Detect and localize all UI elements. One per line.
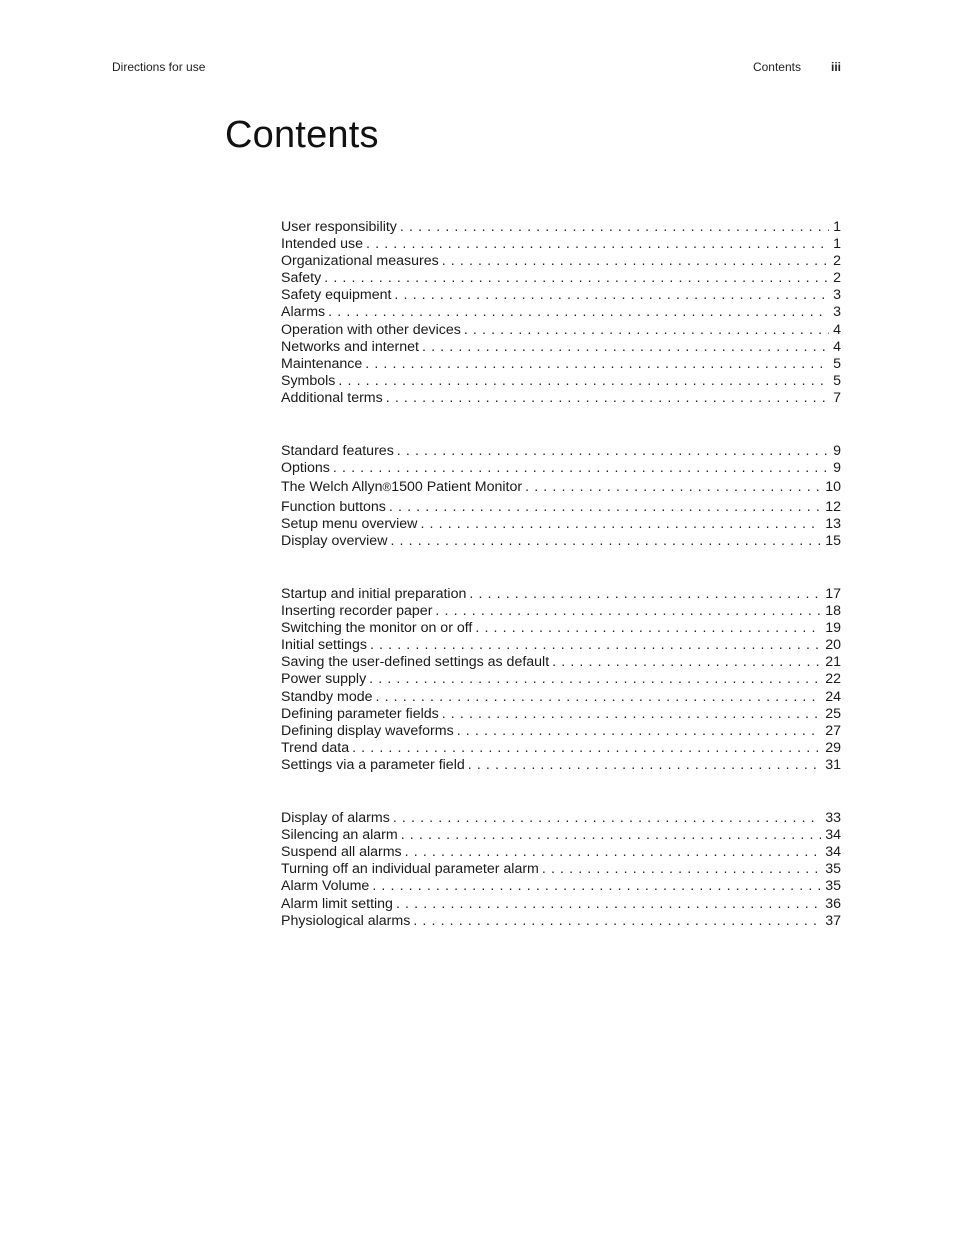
toc-entry-page: 22 — [825, 671, 841, 688]
page-number: iii — [830, 60, 841, 74]
toc-entry-page: 36 — [825, 895, 841, 912]
toc-entry-title: Inserting recorder paper — [281, 603, 433, 620]
toc-entry-page: 34 — [825, 827, 841, 844]
toc-entry-page: 35 — [825, 861, 841, 878]
toc-entry[interactable] — [281, 757, 841, 774]
dot-leader — [397, 219, 829, 236]
toc-entry-page: 37 — [825, 912, 841, 929]
toc-entry[interactable] — [281, 322, 841, 339]
toc-entry-title: Networks and internet — [281, 338, 420, 355]
toc-entry-page: 25 — [825, 705, 841, 722]
toc-entry[interactable] — [281, 827, 841, 844]
toc-group — [281, 586, 841, 774]
section-name: Contents — [752, 60, 801, 74]
toc-entry-title: Suspend all alarms — [281, 844, 402, 861]
dot-leader — [325, 304, 829, 321]
dot-leader — [366, 671, 821, 688]
toc-entry-page: 18 — [825, 603, 841, 620]
toc-entry-title: Alarm limit setting — [281, 895, 393, 912]
toc-entry[interactable] — [281, 219, 841, 236]
toc-entry[interactable] — [281, 740, 841, 757]
header-right — [753, 60, 841, 74]
toc-entry-title: Additional terms — [281, 389, 383, 406]
toc-entry[interactable] — [281, 654, 841, 671]
toc-entry-page: 3 — [833, 304, 841, 321]
toc-entry-page: 9 — [833, 460, 841, 477]
toc-entry-title: Physiological alarms — [281, 912, 411, 929]
toc-entry-page: 17 — [825, 586, 841, 602]
toc-entry[interactable] — [281, 533, 841, 550]
toc-entry[interactable] — [281, 637, 841, 654]
toc-entry[interactable] — [281, 499, 841, 516]
toc-entry-title: Alarms — [281, 304, 326, 321]
toc-entry-title: Alarm Volume — [281, 878, 370, 895]
table-of-contents — [281, 219, 841, 930]
toc-entry-title: Startup and initial preparation — [281, 586, 467, 602]
toc-entry[interactable] — [281, 339, 841, 356]
dot-leader — [383, 390, 829, 407]
registered-mark: ® — [382, 480, 392, 495]
dot-leader — [335, 373, 829, 390]
toc-entry[interactable] — [281, 443, 841, 460]
dot-leader — [362, 356, 829, 373]
toc-entry-page: 1 — [833, 219, 841, 235]
toc-group — [281, 443, 841, 550]
dot-leader — [367, 637, 821, 654]
dot-leader — [432, 603, 821, 620]
toc-entry[interactable] — [281, 723, 841, 740]
toc-entry-page: 4 — [833, 338, 841, 355]
toc-entry-title-suffix: 1500 Patient Monitor — [391, 479, 523, 496]
toc-entry-page: 2 — [833, 270, 841, 287]
dot-leader — [472, 620, 821, 637]
toc-entry-title: User responsibility — [281, 219, 397, 235]
dot-leader — [417, 516, 821, 533]
toc-entry-page: 31 — [825, 756, 841, 773]
toc-entry-page: 29 — [825, 739, 841, 756]
dot-leader — [454, 723, 822, 740]
toc-entry-page: 4 — [833, 321, 841, 338]
dot-leader — [439, 706, 822, 723]
dot-leader — [549, 654, 821, 671]
toc-entry[interactable] — [281, 253, 841, 270]
toc-entry-page: 12 — [825, 498, 841, 515]
toc-entry[interactable] — [281, 878, 841, 895]
toc-entry[interactable] — [281, 373, 841, 390]
toc-entry[interactable] — [281, 477, 841, 499]
toc-entry[interactable] — [281, 304, 841, 321]
toc-entry[interactable] — [281, 356, 841, 373]
toc-entry[interactable] — [281, 913, 841, 930]
toc-entry-title: Safety — [281, 270, 322, 287]
running-header — [112, 60, 841, 76]
toc-entry-page: 3 — [833, 287, 841, 304]
toc-entry[interactable] — [281, 861, 841, 878]
dot-leader — [390, 810, 821, 827]
toc-entry[interactable] — [281, 706, 841, 723]
toc-entry-title: Saving the user-defined settings as default — [281, 654, 550, 671]
dot-leader — [439, 253, 829, 270]
toc-entry-page: 27 — [825, 722, 841, 739]
toc-entry-title: Organizational measures — [281, 253, 439, 270]
dot-leader — [349, 740, 821, 757]
toc-entry[interactable] — [281, 810, 841, 827]
dot-leader — [393, 896, 821, 913]
dot-leader — [321, 270, 829, 287]
toc-entry-page: 5 — [833, 355, 841, 372]
toc-entry-title: Standby mode — [281, 688, 373, 705]
toc-entry[interactable] — [281, 287, 841, 304]
dot-leader — [465, 757, 821, 774]
dot-leader — [402, 844, 822, 861]
dot-leader — [363, 236, 829, 253]
toc-entry-title: Function buttons — [281, 498, 386, 515]
toc-entry-title: Display of alarms — [281, 810, 390, 827]
toc-entry-title: Defining display waveforms — [281, 722, 454, 739]
dot-leader — [391, 287, 829, 304]
dot-leader — [386, 499, 821, 516]
dot-leader — [461, 322, 829, 339]
toc-entry-page: 2 — [833, 253, 841, 270]
toc-entry-page: 9 — [833, 443, 841, 460]
toc-entry-page: 19 — [825, 620, 841, 637]
toc-entry-page: 1 — [833, 236, 841, 253]
toc-entry-title: The Welch Allyn — [281, 479, 383, 496]
toc-entry-page: 15 — [825, 532, 841, 549]
dot-leader — [522, 477, 821, 499]
toc-entry[interactable] — [281, 390, 841, 407]
dot-leader — [330, 460, 829, 477]
toc-entry[interactable] — [281, 236, 841, 253]
toc-entry-title: Defining parameter fields — [281, 705, 439, 722]
dot-leader — [410, 913, 821, 930]
toc-entry-page: 21 — [825, 654, 841, 671]
toc-entry-title: Silencing an alarm — [281, 827, 398, 844]
toc-entry-title: Standard features — [281, 443, 394, 460]
toc-entry-title: Safety equipment — [281, 287, 392, 304]
toc-entry-title: Setup menu overview — [281, 515, 418, 532]
dot-leader — [394, 443, 829, 460]
toc-entry-title: Switching the monitor on or off — [281, 620, 473, 637]
toc-entry-page: 20 — [825, 637, 841, 654]
toc-entry-page: 34 — [825, 844, 841, 861]
toc-entry-title: Display overview — [281, 532, 388, 549]
toc-entry-page: 33 — [825, 810, 841, 827]
toc-entry-page: 35 — [825, 878, 841, 895]
toc-entry-title: Initial settings — [281, 637, 367, 654]
dot-leader — [539, 861, 821, 878]
toc-entry-page: 7 — [833, 389, 841, 406]
toc-entry-page: 13 — [825, 515, 841, 532]
toc-entry[interactable] — [281, 603, 841, 620]
document-title: Directions for use — [112, 60, 206, 74]
toc-entry-page: 10 — [825, 479, 841, 496]
toc-entry[interactable] — [281, 896, 841, 913]
dot-leader — [398, 827, 822, 844]
page-title: Contents — [225, 114, 379, 156]
toc-entry-page: 24 — [825, 688, 841, 705]
dot-leader — [466, 586, 821, 603]
toc-entry-title: Trend data — [281, 739, 350, 756]
toc-entry[interactable] — [281, 671, 841, 688]
toc-entry-title: Operation with other devices — [281, 321, 461, 338]
toc-entry[interactable] — [281, 460, 841, 477]
toc-entry-title: Settings via a parameter field — [281, 756, 465, 773]
toc-group — [281, 810, 841, 930]
toc-entry-title: Symbols — [281, 372, 336, 389]
toc-entry[interactable] — [281, 270, 841, 287]
toc-entry-title: Maintenance — [281, 355, 363, 372]
toc-group — [281, 219, 841, 407]
toc-entry-title: Options — [281, 460, 330, 477]
dot-leader — [419, 339, 829, 356]
toc-entry-title: Power supply — [281, 671, 367, 688]
toc-entry[interactable] — [281, 620, 841, 637]
dot-leader — [387, 533, 821, 550]
toc-entry-title: Intended use — [281, 236, 364, 253]
toc-entry[interactable] — [281, 516, 841, 533]
toc-entry-page: 5 — [833, 372, 841, 389]
dot-leader — [369, 878, 821, 895]
toc-entry[interactable] — [281, 689, 841, 706]
toc-entry-title: Turning off an individual parameter alarm — [281, 861, 539, 878]
toc-entry[interactable] — [281, 586, 841, 603]
dot-leader — [373, 689, 822, 706]
toc-entry[interactable] — [281, 844, 841, 861]
